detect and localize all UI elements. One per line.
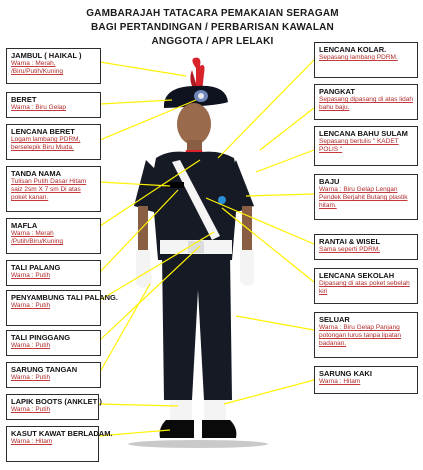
title-line-3: ANGGOTA / APR LELAKI — [151, 36, 274, 47]
callout-label: JAMBUL ( HAIKAL ) — [11, 51, 82, 60]
callout-lencana-kolar — [314, 42, 418, 78]
callout-pangkat — [314, 84, 418, 120]
callout-label: BERET — [11, 95, 37, 104]
cadet-figure — [108, 60, 313, 470]
callout-detail: Warna : Biru Gelap Lengan Pendek Berjahit Butang plastik hitam. — [319, 186, 408, 209]
callout-mafla — [6, 218, 101, 254]
callout-detail: Warna : Putih — [11, 272, 51, 279]
callout-lencana-beret — [6, 124, 101, 160]
callout-label: RANTAI & WISEL — [319, 237, 381, 246]
callout-lencana-sekolah — [314, 268, 418, 304]
callout-baju — [314, 174, 418, 220]
callout-label: LENCANA BAHU SULAM — [319, 129, 408, 138]
callout-tanda-nama — [6, 166, 101, 212]
callout-label: TALI PALANG — [11, 263, 61, 272]
callout-detail: Sepasang bertulis " KADET POLIS " — [319, 138, 399, 153]
callout-label: PANGKAT — [319, 87, 355, 96]
callout-sarung-tangan — [6, 362, 101, 388]
callout-detail: Warna : Biru Gelap — [11, 104, 67, 111]
callout-detail: Logam lambang PDRM, berselepik Biru Muda. — [11, 136, 81, 151]
callout-label: BAJU — [319, 177, 340, 186]
callout-label: TALI PINGGANG — [11, 333, 71, 342]
callout-beret — [6, 92, 101, 118]
callout-detail: Dipasang di atas poket sebelah kiri — [319, 280, 410, 295]
callout-label: PENYAMBUNG TALI PALANG. — [11, 293, 118, 302]
callout-kasut-kawat — [6, 426, 113, 462]
callout-label: KASUT KAWAT BERLADAM. — [11, 429, 113, 438]
title-line-2: BAGI PERTANDINGAN / PERBARISAN KAWALAN — [91, 22, 334, 33]
callout-lapik-boots — [6, 394, 102, 420]
callout-detail: Sepasang lambang PDRM. — [319, 54, 398, 61]
callout-tali-pinggang — [6, 330, 101, 356]
callout-label: LENCANA SEKOLAH — [319, 271, 395, 280]
callout-label: LENCANA BERET — [11, 127, 75, 136]
callout-detail: Warna : Putih — [11, 342, 51, 349]
callout-label: TANDA NAMA — [11, 169, 61, 178]
callout-sarung-kaki — [314, 366, 418, 394]
callout-label: SELUAR — [319, 315, 350, 324]
callout-label: MAFLA — [11, 221, 38, 230]
callout-detail: Sama seperti PDRM. — [319, 246, 381, 253]
callout-rantai-wisel — [314, 234, 418, 260]
callout-detail: Warna : Putih — [11, 302, 51, 309]
callout-label: LAPIK BOOTS (ANKLET ) — [11, 397, 102, 406]
callout-detail: Warna : Merah, /Biru/Putih/Kuning — [11, 60, 64, 75]
callout-tali-palang — [6, 260, 101, 286]
callout-detail: Sepasang dipasang di atas lidah bahu baju. — [319, 96, 413, 111]
callout-lencana-bahu-sulam — [314, 126, 418, 166]
title-line-1: GAMBARAJAH TATACARA PEMAKAIAN SERAGAM — [86, 8, 339, 19]
callout-detail: Warna : Hitam — [11, 438, 53, 445]
callout-label: SARUNG KAKI — [319, 369, 372, 378]
callout-detail: Warna : Putih — [11, 374, 51, 381]
callout-penyambung-tali-palang — [6, 290, 118, 326]
callout-seluar — [314, 312, 418, 358]
callout-detail: Warna : Merah /Putih/Biru/Kuning — [11, 230, 64, 245]
callout-detail: Warna : Putih — [11, 406, 51, 413]
callout-label: SARUNG TANGAN — [11, 365, 78, 374]
callout-detail: Tulisan Putih Dasar Hitam saiz 2sm X 7 sm Di atas poket kanan. — [11, 178, 87, 201]
callout-jambul — [6, 48, 101, 84]
callout-label: LENCANA KOLAR. — [319, 45, 387, 54]
callout-detail: Warna : Biru Gelap Panjang potongan lurus tanpa lipatan badanan. — [319, 324, 402, 347]
callout-detail: Warna : Hitam — [319, 378, 361, 385]
